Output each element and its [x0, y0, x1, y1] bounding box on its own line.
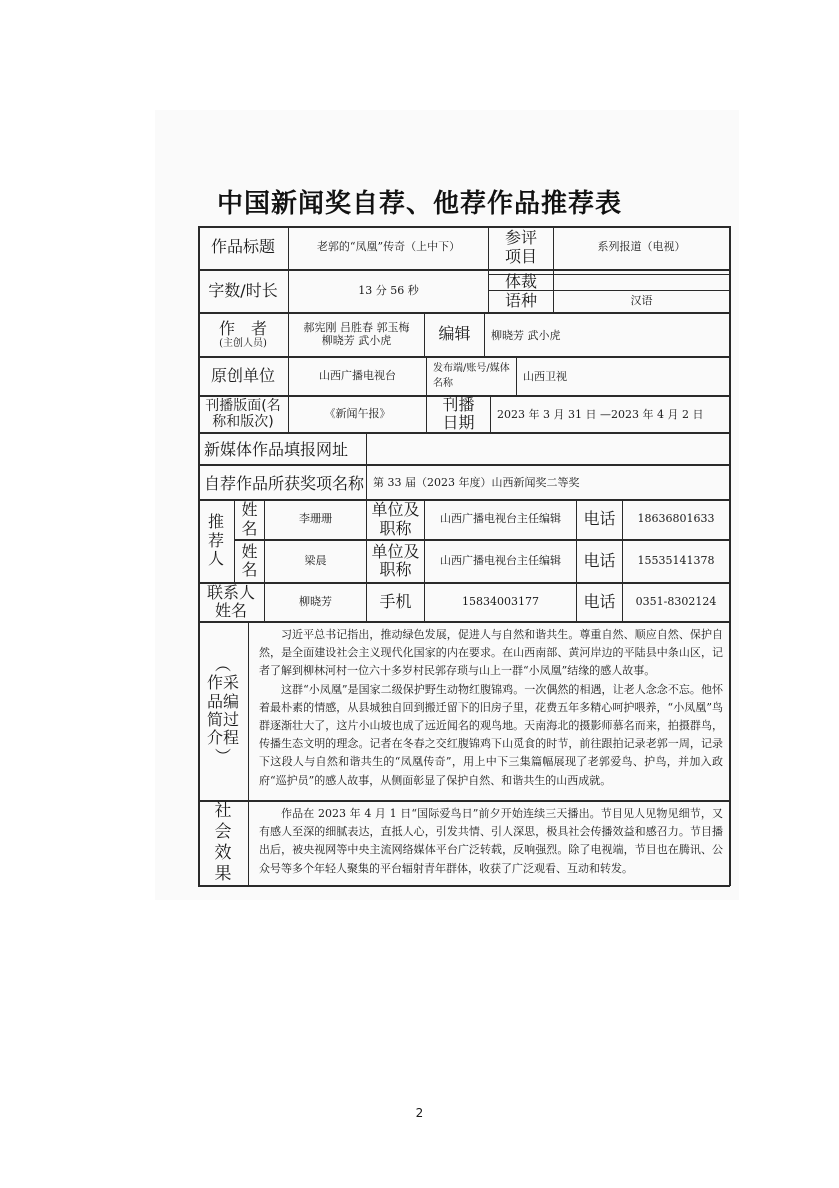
date-label — [427, 396, 490, 432]
length-label: 字数/时长 — [208, 280, 278, 300]
recommender-2-phone: 15535141378 — [637, 553, 715, 567]
process-label-part: 作采 — [206, 673, 239, 693]
process-text — [249, 622, 729, 800]
authors-label-sub: (主创人员) — [219, 337, 267, 349]
recommender-label — [198, 500, 234, 582]
authors-label — [198, 313, 288, 356]
contact-label-line-2: 姓名 — [214, 601, 247, 620]
recommender-1-title: 山西广播电视台主任编辑 — [440, 512, 561, 526]
recommender-2-name-label — [235, 540, 264, 582]
process-label-part: ︵ — [214, 654, 231, 674]
recommender-label-char: 荐 — [207, 530, 224, 550]
contact-phone-label: 电话 — [583, 591, 616, 611]
process-paragraph: 这群“小凤凰”是国家二级保护野生动物红腹锦鸡。一次偶然的相遇，让老人念念不忘。他怀着最朴素的情感，从县城独自回到搬迁留下的旧房子里，花费五年多精心呵护喂养，“小凤凰”鸟群逐渐壮大了，这片小山坡也成了远近闻名的观鸟地。天南海北的摄影师慕名而来，拍摄群鸟，传播生态文明的理念。记者在冬春之交红腹锦鸡下山觅食的时节，前往跟拍记录老郭一周，记录下这段人与自然和谐共生的“凤凰传奇”，用上中下三集篇幅展现了老郭爱鸟、护鸟，并加入政府“巡护员”的感人故事，从侧面彰显了保护自然、和谐共生的山西成就。 — [259, 682, 723, 787]
recommender-1-phone-label: 电话 — [583, 509, 616, 529]
effect-paragraph: 作品在 2023 年 4 月 1 日“国际爱鸟日”前夕开始连续三天播出。节目见人见物见细节，又有感人至深的细腻表达，直抵人心，引发共情、引人深思，极具社会传播效益和感召力。节目播出后，被央视网等中央主流网络媒体平台广泛转载，反响强烈。除了电视端，节目也在腾讯、公众号等多个年轻人聚集的平台辐射青年群体，收获了广泛观看、互动和转发。 — [259, 807, 723, 875]
work-title-value: 老郭的“凤凰”传奇（上中下） — [316, 240, 461, 254]
title-label-line: 职称 — [379, 560, 412, 579]
category-value: 系列报道（电视） — [597, 240, 686, 254]
process-label — [198, 622, 248, 800]
recommender-1-phone: 18636801633 — [637, 512, 715, 526]
process-label-part: ︶ — [214, 746, 231, 766]
contact-phone: 0351-8302124 — [635, 594, 717, 608]
authors-value — [289, 313, 424, 356]
publisher-label: 发布端/账号/媒体名称 — [433, 363, 510, 389]
language-value: 汉语 — [630, 294, 653, 308]
date-value: 2023 年 3 月 31 日 —2023 年 4 月 2 日 — [497, 408, 704, 421]
recommender-2-name: 梁晨 — [304, 553, 327, 567]
name-label-char: 姓 — [241, 541, 258, 561]
recommender-1-title-label — [367, 500, 424, 539]
effect-text — [249, 801, 729, 885]
editor-label: 编辑 — [438, 324, 471, 344]
mobile-value: 15834003177 — [462, 594, 539, 608]
name-label-char: 名 — [241, 560, 258, 579]
recommender-label-char: 人 — [207, 549, 224, 569]
contact-name: 柳晓芳 — [299, 594, 332, 608]
title-label-line: 职称 — [379, 518, 412, 538]
effect-label — [198, 801, 248, 885]
title-label-line: 单位及 — [371, 500, 420, 520]
category-label-line-2: 项目 — [504, 246, 537, 266]
authors-line-2: 柳晓芳 武小虎 — [321, 333, 392, 347]
name-label-char: 名 — [241, 518, 258, 538]
contact-label-line-1: 联系人 — [206, 582, 255, 602]
editor-value: 柳晓芳 武小虎 — [491, 328, 561, 342]
recommender-2-phone-label: 电话 — [583, 550, 616, 570]
url-value — [367, 433, 729, 464]
contact-name-label — [198, 583, 264, 621]
form-title: 中国新闻奖自荐、他荐作品推荐表 — [216, 189, 622, 219]
date-label-line-1: 刊播 — [442, 394, 475, 414]
award-label: 自荐作品所获奖项名称 — [204, 473, 365, 493]
recommender-label-char: 推 — [207, 512, 224, 532]
edition-label-line-2: 称和版次) — [212, 414, 274, 430]
org-value: 山西广播电视台 — [319, 368, 396, 382]
recommendation-form — [198, 226, 730, 886]
effect-label-char: 果 — [214, 864, 232, 885]
genre-value — [554, 274, 729, 291]
edition-value: 《新闻午报》 — [324, 406, 391, 420]
process-label-part: 简过 — [206, 710, 239, 729]
effect-label-char: 效 — [214, 843, 232, 863]
org-label: 原创单位 — [210, 365, 275, 385]
process-label-part: 介程 — [206, 728, 239, 748]
recommender-2-title-label — [367, 540, 424, 582]
authors-label-main: 作 者 — [218, 318, 267, 338]
mobile-label: 手机 — [379, 591, 412, 611]
publisher-value: 山西卫视 — [523, 370, 567, 383]
recommender-2-title: 山西广播电视台主任编辑 — [440, 553, 561, 567]
award-value: 第 33 届（2023 年度）山西新闻奖二等奖 — [373, 476, 580, 489]
url-label: 新媒体作品填报网址 — [204, 440, 349, 459]
page-number: 2 — [415, 1106, 424, 1120]
process-label-part: 品编 — [206, 691, 239, 711]
genre-label: 体裁 — [504, 272, 537, 292]
name-label-char: 姓 — [241, 500, 258, 520]
work-title-label: 作品标题 — [210, 237, 275, 257]
category-label-line-1: 参评 — [504, 228, 537, 248]
category-label — [489, 226, 553, 269]
recommender-1-name: 李珊珊 — [299, 512, 332, 526]
length-value: 13 分 56 秒 — [358, 283, 419, 297]
process-paragraph: 习近平总书记指出，推动绿色发展，促进人与自然和谐共生。尊重自然、顺应自然、保护自然，是全面建设社会主义现代化国家的内在要求。在山西南部、黄河岸边的平陆县中条山区，记者了解到柳林河村一位六十多岁村民郭存琐与山上一群“小凤凰”结缘的感人故事。 — [259, 628, 723, 678]
edition-label-line-1: 刊播版面(名 — [205, 397, 281, 414]
recommender-1-name-label — [235, 500, 264, 539]
edition-label — [198, 396, 288, 432]
effect-label-char: 社 — [214, 800, 232, 821]
title-label-line: 单位及 — [371, 541, 420, 561]
effect-label-char: 会 — [214, 821, 232, 842]
date-label-line-2: 日期 — [442, 413, 475, 432]
authors-line-1: 郝宪刚 吕胜春 郭玉梅 — [303, 320, 410, 334]
language-label: 语种 — [504, 291, 537, 311]
